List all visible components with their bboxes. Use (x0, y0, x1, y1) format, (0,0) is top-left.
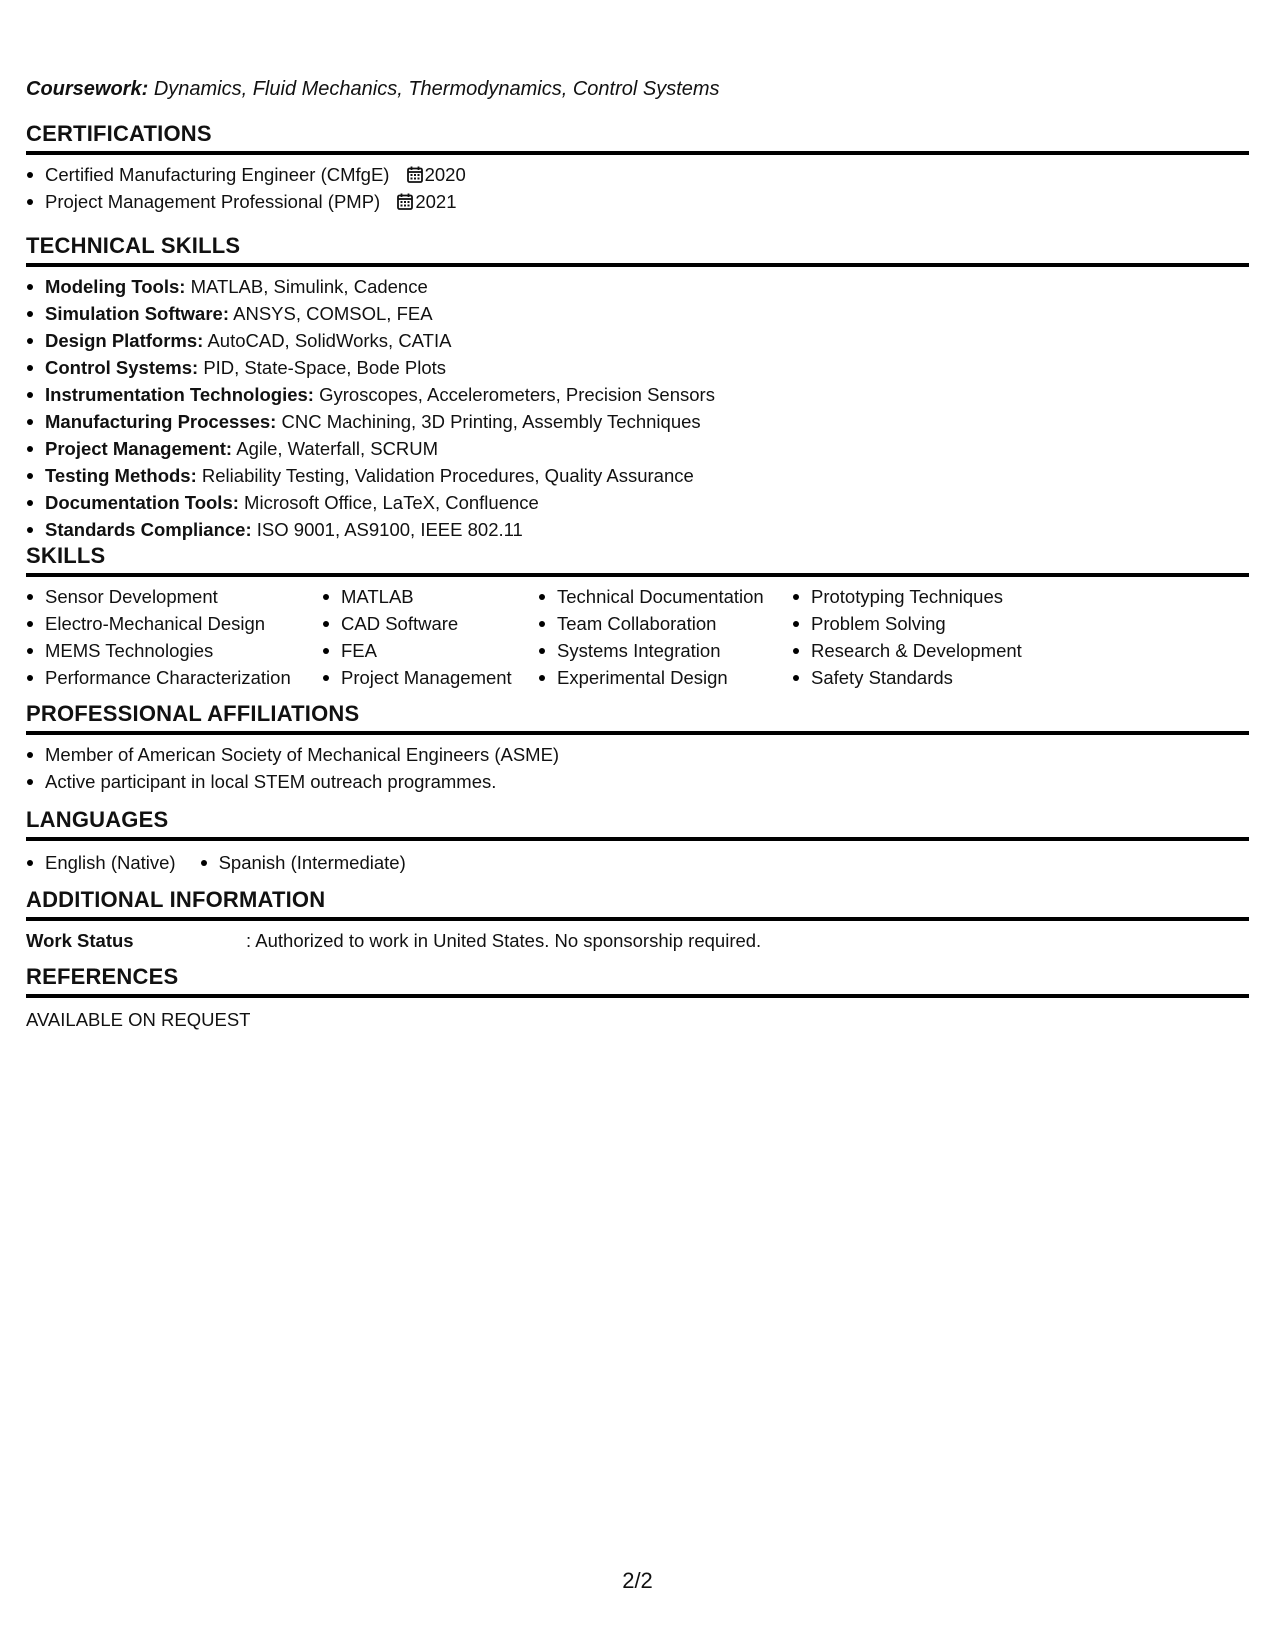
skill-category: Manufacturing Processes: (45, 411, 277, 432)
calendar-icon (397, 193, 413, 210)
list-item: Problem Solving (792, 610, 1032, 637)
list-item: FEA (322, 637, 518, 664)
references-section (26, 963, 1249, 1033)
languages-heading: LANGUAGES (26, 806, 1249, 841)
list-item: Team Collaboration (538, 610, 772, 637)
list-item: Prototyping Techniques (792, 583, 1032, 610)
affiliations-section (26, 700, 1249, 795)
skill-values: AutoCAD, SolidWorks, CATIA (207, 330, 452, 351)
certification-year: 2020 (424, 164, 466, 185)
list-item: MEMS Technologies (26, 637, 302, 664)
list-item (26, 161, 1249, 188)
skill-category: Documentation Tools: (45, 492, 239, 513)
list-item (26, 435, 1249, 462)
list-item: Research & Development (792, 637, 1032, 664)
skill-category: Testing Methods: (45, 465, 197, 486)
list-item: Active participant in local STEM outreach programmes. (26, 768, 1249, 795)
list-item (26, 516, 1249, 543)
additional-info-section (26, 886, 1249, 954)
skills-column (792, 583, 1032, 691)
skill-category: Standards Compliance: (45, 519, 252, 540)
list-item: Experimental Design (538, 664, 772, 691)
skill-values: ANSYS, COMSOL, FEA (233, 303, 433, 324)
skill-values: CNC Machining, 3D Printing, Assembly Techniques (281, 411, 701, 432)
skill-category: Modeling Tools: (45, 276, 186, 297)
skill-category: Instrumentation Technologies: (45, 384, 314, 405)
coursework-label: Coursework: (26, 78, 149, 100)
list-item: Systems Integration (538, 637, 772, 664)
list-item (26, 327, 1249, 354)
list-item: Sensor Development (26, 583, 302, 610)
list-item: Technical Documentation (538, 583, 772, 610)
skill-values: PID, State-Space, Bode Plots (203, 357, 446, 378)
work-status-value: : Authorized to work in United States. No sponsorship required. (246, 930, 762, 951)
languages-section (26, 806, 1249, 876)
list-item (26, 408, 1249, 435)
skill-values: Reliability Testing, Validation Procedures, Quality Assurance (201, 465, 694, 486)
additional-info-heading: ADDITIONAL INFORMATION (26, 886, 1249, 921)
list-item: CAD Software (322, 610, 518, 637)
skill-values: Microsoft Office, LaTeX, Confluence (244, 492, 539, 513)
list-item: Safety Standards (792, 664, 1032, 691)
skill-values: ISO 9001, AS9100, IEEE 802.11 (256, 519, 523, 540)
skill-values: Gyroscopes, Accelerometers, Precision Sensors (319, 384, 715, 405)
certification-name: Certified Manufacturing Engineer (CMfgE) (45, 164, 390, 185)
work-status-row (26, 927, 1249, 954)
certifications-section (26, 120, 1249, 215)
certifications-heading: CERTIFICATIONS (26, 120, 1249, 155)
list-item (26, 273, 1249, 300)
skill-category: Simulation Software: (45, 303, 229, 324)
list-item: Member of American Society of Mechanical Engineers (ASME) (26, 741, 1249, 768)
work-status-label: Work Status (26, 930, 134, 951)
technical-skills-heading: TECHNICAL SKILLS (26, 232, 1249, 267)
skills-column (26, 583, 302, 691)
skills-column (322, 583, 518, 691)
certification-name: Project Management Professional (PMP) (45, 191, 381, 212)
skills-column (538, 583, 772, 691)
skill-category: Design Platforms: (45, 330, 204, 351)
list-item (26, 354, 1249, 381)
skills-section (26, 542, 1249, 691)
page-number: 2/2 (622, 1568, 653, 1593)
list-item: Project Management (322, 664, 518, 691)
list-item (26, 462, 1249, 489)
coursework-line (26, 78, 720, 101)
list-item: Spanish (Intermediate) (200, 849, 406, 876)
list-item (26, 300, 1249, 327)
coursework-value: Dynamics, Fluid Mechanics, Thermodynamics, Control Systems (153, 78, 720, 100)
skill-values: Agile, Waterfall, SCRUM (236, 438, 439, 459)
calendar-icon (407, 166, 423, 183)
list-item (26, 188, 1249, 215)
references-heading: REFERENCES (26, 963, 1249, 998)
list-item: English (Native) (26, 849, 176, 876)
list-item: Performance Characterization (26, 664, 302, 691)
skills-columns (26, 583, 1249, 691)
list-item (26, 489, 1249, 516)
list-item: MATLAB (322, 583, 518, 610)
skill-values: MATLAB, Simulink, Cadence (190, 276, 428, 297)
certification-year: 2021 (415, 191, 457, 212)
list-item: Electro-Mechanical Design (26, 610, 302, 637)
affiliations-heading: PROFESSIONAL AFFILIATIONS (26, 700, 1249, 735)
skill-category: Control Systems: (45, 357, 199, 378)
skill-category: Project Management: (45, 438, 233, 459)
technical-skills-section (26, 232, 1249, 543)
references-text: AVAILABLE ON REQUEST (26, 1009, 251, 1030)
skills-heading: SKILLS (26, 542, 1249, 577)
list-item (26, 381, 1249, 408)
